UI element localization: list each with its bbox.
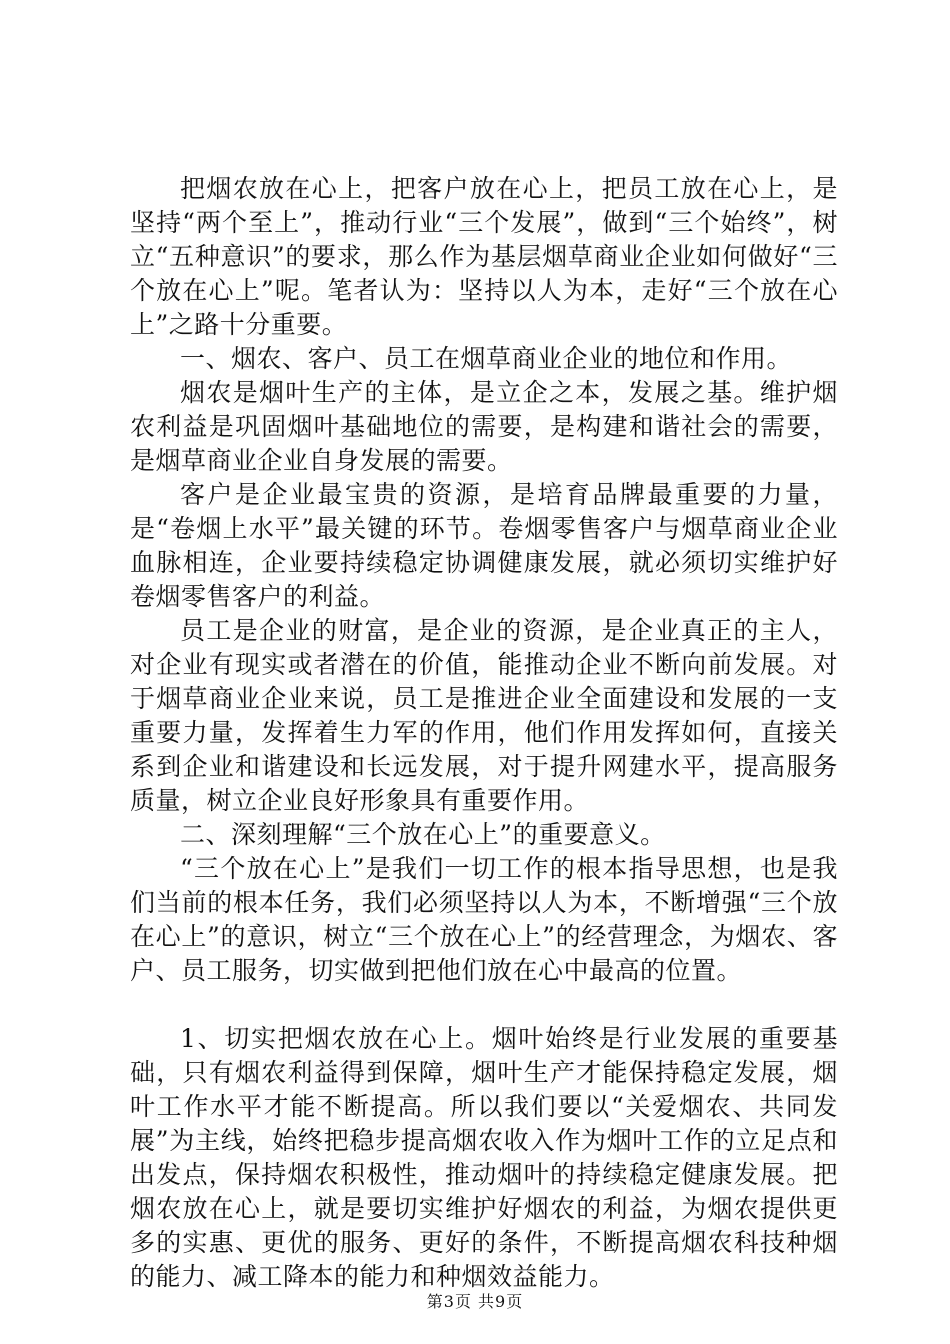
section-heading-2: 二、深刻理解“三个放在心上”的重要意义。: [180, 820, 666, 849]
customers-paragraph: 客户是企业最宝贵的资源，是培育品牌最重要的力量，是“卷烟上水平”最关键的环节。卷烟零售客户与烟草商业企业血脉相连，企业要持续稳定协调健康发展，就必须切实维护好卷烟零售客户的利益。: [130, 480, 838, 611]
section-heading-1: 一、烟农、客户、员工在烟草商业企业的地位和作用。: [180, 344, 793, 373]
employees-paragraph: 员工是企业的财富，是企业的资源，是企业真正的主人，对企业有现实或者潜在的价值，能推动企业不断向前发展。对于烟草商业企业来说，员工是推进企业全面建设和发展的一支重要力量，发挥着生力军的作用，他们作用发挥如何，直接关系到企业和谐建设和长远发展，对于提升网建水平，提高服务质量，树立企业良好形象具有重要作用。: [130, 616, 838, 815]
significance-paragraph: “三个放在心上”是我们一切工作的根本指导思想，也是我们当前的根本任务，我们必须坚持以人为本，不断增强“三个放在心上”的意识，树立“三个放在心上”的经营理念，为烟农、客户、员工服务，切实做到把他们放在心中最高的位置。: [130, 854, 838, 985]
page-number-footer: 第3页 共9页: [426, 1292, 524, 1311]
document-body: [130, 172, 838, 1294]
intro-paragraph: 把烟农放在心上，把客户放在心上，把员工放在心上，是坚持“两个至上”，推动行业“三个发展”，做到“三个始终”，树立“五种意识”的要求，那么作为基层烟草商业企业如何做好“三个放在心上”呢。笔者认为：坚持以人为本，走好“三个放在心上”之路十分重要。: [130, 174, 838, 339]
item-1-paragraph: 1、切实把烟农放在心上。烟叶始终是行业发展的重要基础，只有烟农利益得到保障，烟叶生产才能保持稳定发展，烟叶工作水平才能不断提高。所以我们要以“关爱烟农、共同发展”为主线，始终把稳步提高烟农收入作为烟叶工作的立足点和出发点，保持烟农积极性，推动烟叶的持续稳定健康发展。把烟农放在心上，就是要切实维护好烟农的利益，为烟农提供更多的实惠、更优的服务、更好的条件，不断提高烟农科技种烟的能力、减工降本的能力和种烟效益能力。: [130, 1024, 838, 1291]
tobacco-farmers-paragraph: 烟农是烟叶生产的主体，是立企之本，发展之基。维护烟农利益是巩固烟叶基础地位的需要，是构建和谐社会的需要，是烟草商业企业自身发展的需要。: [130, 378, 838, 475]
